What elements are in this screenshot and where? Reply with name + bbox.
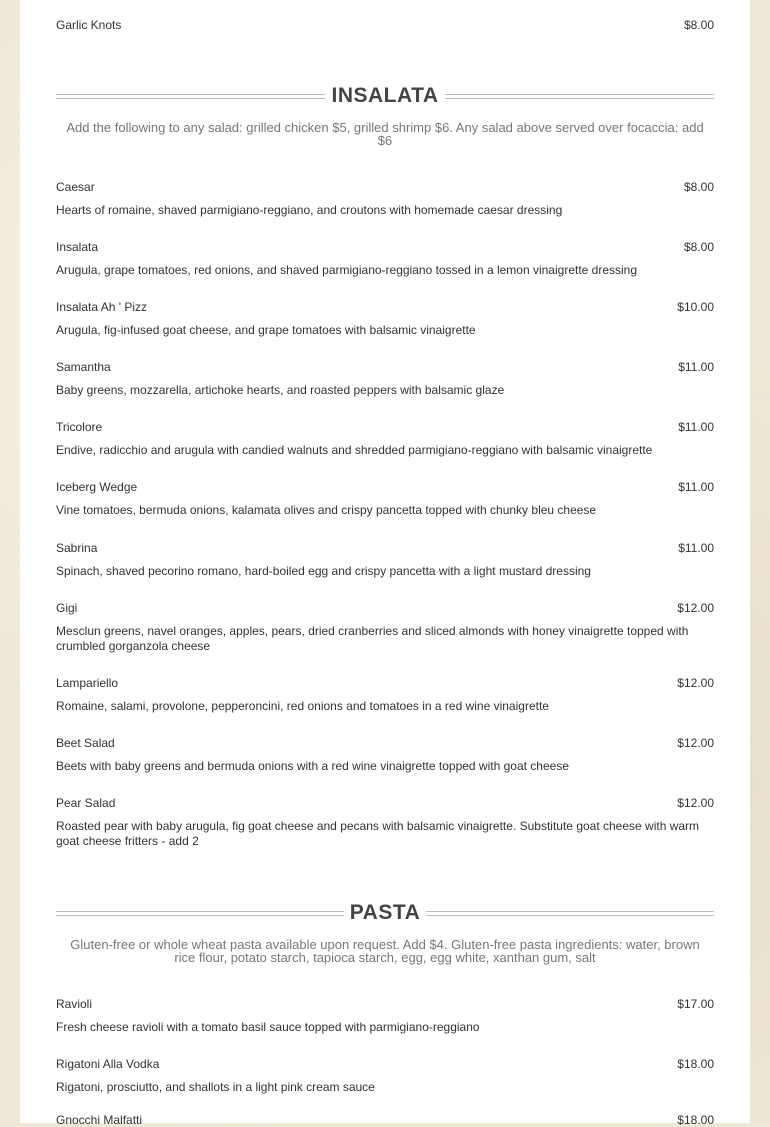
item-price: $8.00: [683, 18, 714, 32]
item-price: $10.00: [677, 300, 714, 314]
item-price: $12.00: [677, 676, 714, 690]
header-divider: [56, 911, 344, 916]
item-price: $18.00: [677, 1057, 714, 1071]
item-price: $11.00: [678, 480, 714, 494]
section-note: Add the following to any salad: grilled chicken $5, grilled shrimp $6. Any salad above served over focaccia: add $6: [66, 120, 704, 148]
menu-item: [56, 480, 714, 518]
item-name: Lampariello: [56, 676, 119, 690]
item-description: Arugula, grape tomatoes, red onions, and shaved parmigiano-reggiano tossed in a lemon vinaigrette dressing: [56, 263, 638, 277]
item-price: $17.00: [677, 997, 714, 1011]
menu-item: [56, 997, 714, 1035]
item-description: Romaine, salami, provolone, pepperoncini, red onions and tomatoes in a red wine vinaigrette: [56, 699, 549, 713]
item-price: $11.00: [678, 360, 714, 374]
item-description: Rigatoni, prosciutto, and shallots in a light pink cream sauce: [56, 1080, 375, 1094]
item-price: $8.00: [683, 180, 714, 194]
section-note: Gluten-free or whole wheat pasta available upon request. Add $4. Gluten-free pasta ingredients: water, brown rice flour, potato starch, tapioca starch, egg, egg white, xanthan gum, salt: [70, 937, 700, 965]
section-title: PASTA: [349, 901, 421, 924]
menu-item: [56, 1057, 714, 1095]
header-divider: [445, 94, 714, 99]
header-divider: [56, 94, 325, 99]
section-title: INSALATA: [331, 84, 439, 107]
menu-item: [56, 420, 714, 458]
item-name: Sabrina: [56, 541, 98, 555]
item-description: Beets with baby greens and bermuda onions with a red wine vinaigrette topped with goat cheese: [56, 759, 569, 773]
item-name: Caesar: [56, 180, 95, 194]
item-price: $12.00: [677, 736, 714, 750]
item-description: Arugula, fig-infused goat cheese, and grape tomatoes with balsamic vinaigrette: [56, 323, 476, 337]
menu-item: [56, 1113, 714, 1127]
item-description: Fresh cheese ravioli with a tomato basil sauce topped with parmigiano-reggiano: [56, 1020, 480, 1034]
menu-item: [56, 796, 714, 849]
item-name: Samantha: [56, 360, 111, 374]
menu-item: [56, 360, 714, 398]
item-name: Gnocchi Malfatti: [56, 1113, 143, 1127]
item-description: Hearts of romaine, shaved parmigiano-reggiano, and croutons with homemade caesar dressing: [56, 203, 563, 217]
item-description: Vine tomatoes, bermuda onions, kalamata olives and crispy pancetta topped with chunky bleu cheese: [56, 503, 597, 517]
item-name: Beet Salad: [56, 736, 115, 750]
menu-item: [56, 601, 714, 654]
item-description: Spinach, shaved pecorino romano, hard-boiled egg and crispy pancetta with a light mustard dressing: [56, 564, 591, 578]
item-name: Ravioli: [56, 997, 93, 1011]
item-price: $11.00: [678, 541, 714, 555]
item-name: Garlic Knots: [56, 18, 122, 32]
item-name: Iceberg Wedge: [56, 480, 138, 494]
section-header-pasta: [56, 901, 714, 925]
item-name: Insalata Ah ' Pizz: [56, 300, 148, 314]
item-description: Baby greens, mozzarella, artichoke hearts, and roasted peppers with balsamic glaze: [56, 383, 505, 397]
item-description: Roasted pear with baby arugula, fig goat cheese and pecans with balsamic vinaigrette. Substitute goat cheese with warm goat cheese fritters - add 2: [56, 819, 700, 848]
item-price: $12.00: [677, 601, 714, 615]
item-name: Rigatoni Alla Vodka: [56, 1057, 160, 1071]
item-description: Mesclun greens, navel oranges, apples, pears, dried cranberries and sliced almonds with honey vinaigrette topped with crumbled gorganzola cheese: [56, 624, 689, 653]
section-header-insalata: [56, 84, 714, 108]
item-name: Gigi: [56, 601, 78, 615]
header-divider: [426, 911, 714, 916]
menu-item: [56, 736, 714, 774]
item-name: Pear Salad: [56, 796, 116, 810]
menu-item: [56, 541, 714, 579]
menu-item: [56, 180, 714, 218]
menu-item-garlic-knots: [56, 18, 714, 32]
menu-item: [56, 300, 714, 338]
menu-item: [56, 676, 714, 714]
item-price: $8.00: [683, 240, 714, 254]
item-price: $11.00: [678, 420, 714, 434]
item-name: Tricolore: [56, 420, 103, 434]
item-name: Insalata: [56, 240, 99, 254]
item-price: $12.00: [677, 796, 714, 810]
item-description: Endive, radicchio and arugula with candied walnuts and shredded parmigiano-reggiano with balsamic vinaigrette: [56, 443, 653, 457]
item-price: $18.00: [677, 1113, 714, 1127]
menu-item: [56, 240, 714, 278]
